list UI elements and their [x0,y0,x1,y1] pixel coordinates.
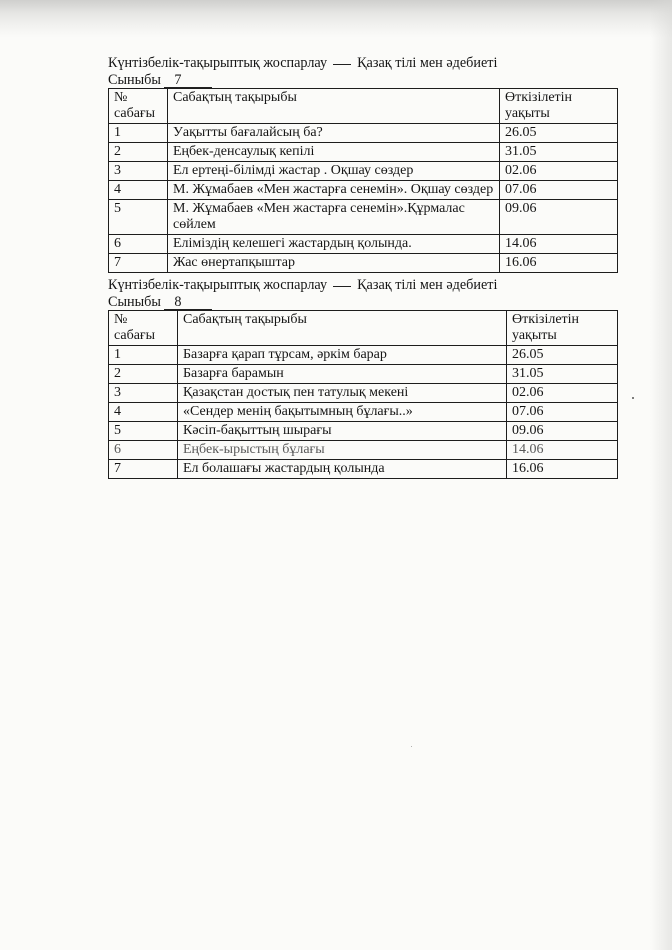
class-label: Сыныбы [108,294,161,310]
lesson-date: 16.06 [500,254,618,273]
header-date-line1: Өткізілетін [505,90,573,105]
lesson-topic: М. Жұмабаев «Мен жастарға сенемін». Оқшау сөздер [168,181,500,200]
table-row [109,254,618,273]
table-row [109,162,618,181]
lesson-topic: Базарға қарап тұрсам, әркім барар [178,346,507,365]
scan-shadow-top [0,0,672,38]
table-row [109,460,618,479]
lesson-topic: Еңбек-денсаулық кепілі [168,143,500,162]
lesson-number: 6 [109,235,168,254]
lesson-number: 3 [109,162,168,181]
class-label: Сыныбы [108,72,161,88]
plan-title [108,55,618,72]
header-date-line2: уақыты [505,106,550,121]
lesson-date: 31.05 [507,365,618,384]
header-num-line2: сабағы [114,328,156,343]
header-date-line2: уақыты [512,328,557,343]
lesson-date: 09.06 [500,200,618,235]
lesson-date: 16.06 [507,460,618,479]
plan-title-text: Күнтізбелік-тақырыптық жоспарлау [108,277,328,293]
lesson-number: 2 [109,365,178,384]
lesson-topic: Ел ертеңі-білімді жастар . Оқшау сөздер [168,162,500,181]
table-row [109,441,618,460]
scan-shadow-right [650,0,672,950]
lesson-date: 07.06 [500,181,618,200]
lesson-date: 02.06 [507,384,618,403]
lesson-table [108,310,618,479]
lesson-topic: Базарға барамын [178,365,507,384]
header-topic: Сабақтың тақырыбы [178,311,507,346]
header-num-line1: № [114,312,128,327]
lesson-number: 3 [109,384,178,403]
lesson-topic: Қазақстан достық пен татулық мекені [178,384,507,403]
lesson-topic: Жас өнертапқыштар [168,254,500,273]
class-number: 8 [164,295,212,310]
table-row [109,346,618,365]
lesson-topic: М. Жұмабаев «Мен жастарға сенемін».Құрмалас сөйлем [168,200,500,235]
table-header-row [109,311,618,346]
lesson-date: 14.06 [500,235,618,254]
header-num-line2: сабағы [114,106,156,121]
lesson-number: 1 [109,124,168,143]
lesson-number: 7 [109,460,178,479]
header-date [500,89,618,124]
lesson-number: 4 [109,403,178,422]
lesson-date: 07.06 [507,403,618,422]
subject-name: Қазақ тілі мен әдебиеті [357,55,498,71]
blank-line [333,286,351,287]
table-row [109,143,618,162]
table-header-row [109,89,618,124]
lesson-topic: «Сендер менің бақытымның бұлағы..» [178,403,507,422]
table-row [109,403,618,422]
header-date [507,311,618,346]
subject-name: Қазақ тілі мен әдебиеті [357,277,498,293]
lesson-date: 31.05 [500,143,618,162]
header-topic: Сабақтың тақырыбы [168,89,500,124]
lesson-topic: Ел болашағы жастардың қолында [178,460,507,479]
header-num-line1: № [114,90,128,105]
class-line [108,72,618,88]
table-row [109,365,618,384]
lesson-topic: Еңбек-ырыстың бұлағы [178,441,507,460]
plan-title-text: Күнтізбелік-тақырыптық жоспарлау [108,55,328,71]
plan-grade-8 [108,277,618,479]
blank-line [333,64,351,65]
class-number: 7 [164,73,212,88]
table-row [109,384,618,403]
lesson-number: 6 [109,441,178,460]
header-lesson-number [109,311,178,346]
lesson-date: 26.05 [500,124,618,143]
lesson-number: 5 [109,422,178,441]
lesson-table [108,88,618,273]
lesson-number: 7 [109,254,168,273]
lesson-number: 2 [109,143,168,162]
scan-speck [632,397,634,399]
lesson-topic: Еліміздің келешегі жастардың қолында. [168,235,500,254]
header-lesson-number [109,89,168,124]
lesson-date: 14.06 [507,441,618,460]
lesson-topic: Кәсіп-бақыттың шырағы [178,422,507,441]
table-row [109,124,618,143]
plan-title [108,277,618,294]
lesson-topic: Уақытты бағалайсың ба? [168,124,500,143]
plan-grade-7 [108,55,618,273]
table-row [109,200,618,235]
table-row [109,181,618,200]
table-row [109,422,618,441]
lesson-date: 26.05 [507,346,618,365]
lesson-date: 09.06 [507,422,618,441]
header-date-line1: Өткізілетін [512,312,580,327]
lesson-date: 02.06 [500,162,618,181]
lesson-number: 1 [109,346,178,365]
lesson-number: 4 [109,181,168,200]
lesson-number: 5 [109,200,168,235]
table-row [109,235,618,254]
class-line [108,294,618,310]
scan-speck [411,746,412,747]
